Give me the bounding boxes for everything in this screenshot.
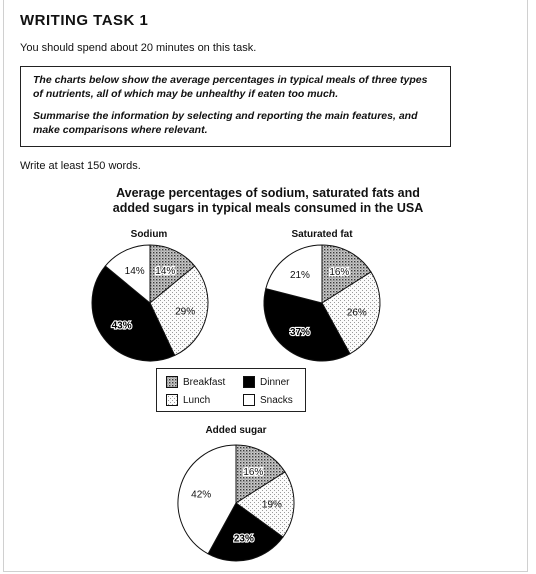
pie-title-added-sugar: Added sugar <box>205 425 267 436</box>
legend-label-lunch: Lunch <box>183 394 211 406</box>
pie-label-saturated-fat-snacks: 21% <box>289 270 310 282</box>
legend-label-dinner: Dinner <box>260 376 290 388</box>
legend-item-snacks <box>243 394 293 406</box>
chart-title-line-1: Average percentages of sodium, saturated fats and <box>116 186 420 200</box>
pie-label-saturated-fat-lunch: 26% <box>346 307 367 319</box>
legend-swatch-lunch <box>166 394 178 406</box>
pie-label-sodium-dinner: 43% <box>111 320 132 332</box>
legend-item-breakfast <box>166 376 225 388</box>
legend-label-snacks: Snacks <box>260 394 293 406</box>
pie-label-sodium-snacks: 14% <box>124 265 145 277</box>
legend-item-lunch <box>166 394 210 406</box>
pie-label-saturated-fat-breakfast: 16% <box>329 266 350 278</box>
pie-title-saturated-fat: Saturated fat <box>291 229 353 240</box>
legend-label-breakfast: Breakfast <box>183 376 226 388</box>
prompt-instruction: Summarise the information by selecting and reporting the main features, and make comparisons where relevant. <box>33 110 418 136</box>
pie-title-sodium: Sodium <box>130 229 168 240</box>
legend-item-dinner <box>243 376 289 388</box>
pie-label-added-sugar-breakfast: 16% <box>243 466 264 478</box>
prompt-description: The charts below show the average percentages in typical meals of three types of nutrients, all of which may be unhealthy if eaten too much. <box>33 74 428 100</box>
pie-label-added-sugar-dinner: 23% <box>233 533 254 545</box>
pie-label-sodium-breakfast: 14% <box>155 265 176 277</box>
pie-label-sodium-lunch: 29% <box>175 306 196 318</box>
chart-title-line-2: added sugars in typical meals consumed in the USA <box>112 201 424 215</box>
pie-label-added-sugar-lunch: 19% <box>261 499 282 511</box>
word-count-instruction: Write at least 150 words. <box>20 160 141 172</box>
chart-legend <box>156 368 306 412</box>
pie-label-saturated-fat-dinner: 37% <box>289 326 310 338</box>
time-instruction: You should spend about 20 minutes on this task. <box>20 42 257 54</box>
task-title: WRITING TASK 1 <box>20 12 149 29</box>
legend-swatch-dinner <box>243 376 255 388</box>
legend-swatch-snacks <box>243 394 255 406</box>
pie-label-added-sugar-snacks: 42% <box>191 489 212 501</box>
legend-swatch-breakfast <box>166 376 178 388</box>
